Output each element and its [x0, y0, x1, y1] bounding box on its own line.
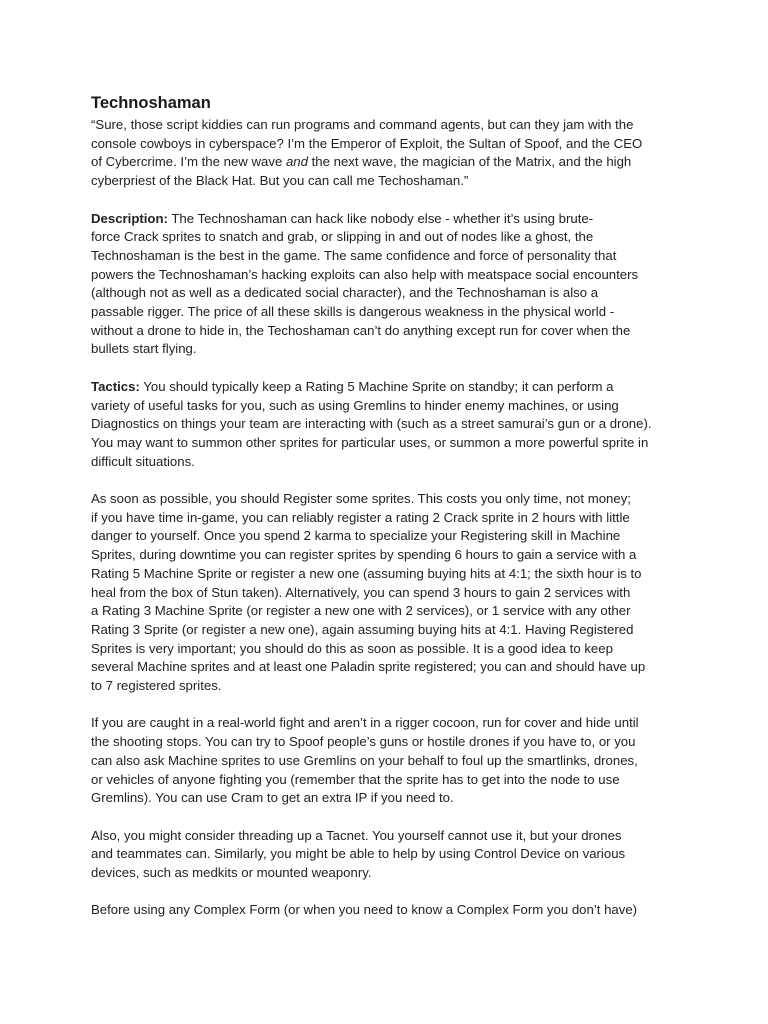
- description-line: without a drone to hide in, the Techoshaman can’t do anything except run for cover when the: [91, 322, 631, 338]
- description-line: powers the Technoshaman’s hacking exploits can also help with meatspace social encounters: [91, 266, 639, 282]
- quote-text: the next wave, the magician of the Matrix, and the high: [307, 154, 632, 170]
- description-line: force Crack sprites to snatch and grab, or slipping in and out of nodes like a ghost, the: [91, 229, 594, 245]
- tacnet-line: Also, you might consider threading up a Tacnet. You yourself cannot use it, but your drones: [91, 827, 622, 843]
- quote-line: cyberpriest of the Black Hat. But you can call me Techoshaman.”: [91, 173, 469, 189]
- register-line: Rating 5 Machine Sprite or register a new one (assuming buying hits at 4:1; the sixth hour is to: [91, 565, 642, 581]
- description-line: bullets start flying.: [91, 341, 197, 357]
- tactics-line: You may want to summon other sprites for particular uses, or summon a more powerful sprite in: [91, 434, 649, 450]
- tactics-paragraph: [91, 378, 681, 472]
- complex-form-paragraph: [91, 901, 681, 920]
- tactics-line: difficult situations.: [91, 453, 195, 469]
- tacnet-line: devices, such as medkits or mounted weaponry.: [91, 865, 372, 881]
- fight-line: can also ask Machine sprites to use Gremlins on your behalf to foul up the smartlinks, drones,: [91, 752, 638, 768]
- register-line: several Machine sprites and at least one Paladin sprite registered; you can and should have up: [91, 659, 646, 675]
- description-paragraph: [91, 210, 681, 360]
- description-label: Description:: [91, 210, 168, 226]
- description-line: Technoshaman is the best in the game. The same confidence and force of personality that: [91, 247, 617, 263]
- tactics-label: Tactics:: [91, 378, 140, 394]
- quote-line: [91, 153, 681, 172]
- document-title: Technoshaman: [91, 94, 211, 112]
- register-line: heal from the box of Stun taken). Alternatively, you can spend 3 hours to gain 2 services with: [91, 584, 631, 600]
- tactics-line: Diagnostics on things your team are interacting with (such as a street samurai’s gun or a drone).: [91, 416, 652, 432]
- register-line: Sprites is very important; you should do this as soon as possible. It is a good idea to keep: [91, 640, 613, 656]
- fight-line: Gremlins). You can use Cram to get an extra IP if you need to.: [91, 790, 454, 806]
- intro-quote: [91, 116, 681, 191]
- description-line: passable rigger. The price of all these skills is dangerous weakness in the physical world -: [91, 304, 615, 320]
- register-line: danger to yourself. Once you spend 2 karma to specialize your Registering skill in Machine: [91, 528, 621, 544]
- quote-text: of Cybercrime. I’m the new wave: [91, 154, 286, 170]
- fight-line: the shooting stops. You can try to Spoof people’s guns or hostile drones if you have to, or you: [91, 734, 636, 750]
- description-line: (although not as well as a dedicated social character), and the Technoshaman is also a: [91, 285, 599, 301]
- description-line: [91, 210, 681, 229]
- tactics-line: variety of useful tasks for you, such as using Gremlins to hinder enemy machines, or using: [91, 397, 619, 413]
- register-line: As soon as possible, you should Register some sprites. This costs you only time, not money;: [91, 491, 631, 507]
- fight-line: or vehicles of anyone fighting you (remember that the sprite has to get into the node to use: [91, 771, 620, 787]
- quote-emphasis: and: [285, 154, 308, 170]
- fight-paragraph: [91, 714, 681, 808]
- register-line: Sprites, during downtime you can register sprites by spending 6 hours to gain a service with a: [91, 547, 637, 563]
- register-line: to 7 registered sprites.: [91, 678, 222, 694]
- complex-form-line: Before using any Complex Form (or when you need to know a Complex Form you don’t have): [91, 902, 638, 918]
- description-text: The Technoshaman can hack like nobody else - whether it’s using brute-: [167, 210, 594, 226]
- fight-line: If you are caught in a real-world fight and aren’t in a rigger cocoon, run for cover and hide until: [91, 715, 639, 731]
- tacnet-line: and teammates can. Similarly, you might be able to help by using Control Device on various: [91, 846, 626, 862]
- tacnet-paragraph: [91, 827, 681, 883]
- tactics-text: You should typically keep a Rating 5 Machine Sprite on standby; it can perform a: [139, 378, 614, 394]
- quote-line: console cowboys in cyberspace? I’m the Emperor of Exploit, the Sultan of Spoof, and the CEO: [91, 135, 643, 151]
- register-line: Rating 3 Sprite (or register a new one), again assuming buying hits at 4:1. Having Registered: [91, 621, 634, 637]
- register-line: if you have time in-game, you can reliably register a rating 2 Crack sprite in 2 hours with little: [91, 509, 630, 525]
- tactics-line: [91, 378, 681, 397]
- quote-line: “Sure, those script kiddies can run programs and command agents, but can they jam with the: [91, 117, 634, 132]
- document-page: [91, 92, 681, 939]
- register-paragraph: [91, 490, 681, 696]
- register-line: a Rating 3 Machine Sprite (or register a new one with 2 services), or 1 service with any other: [91, 603, 631, 619]
